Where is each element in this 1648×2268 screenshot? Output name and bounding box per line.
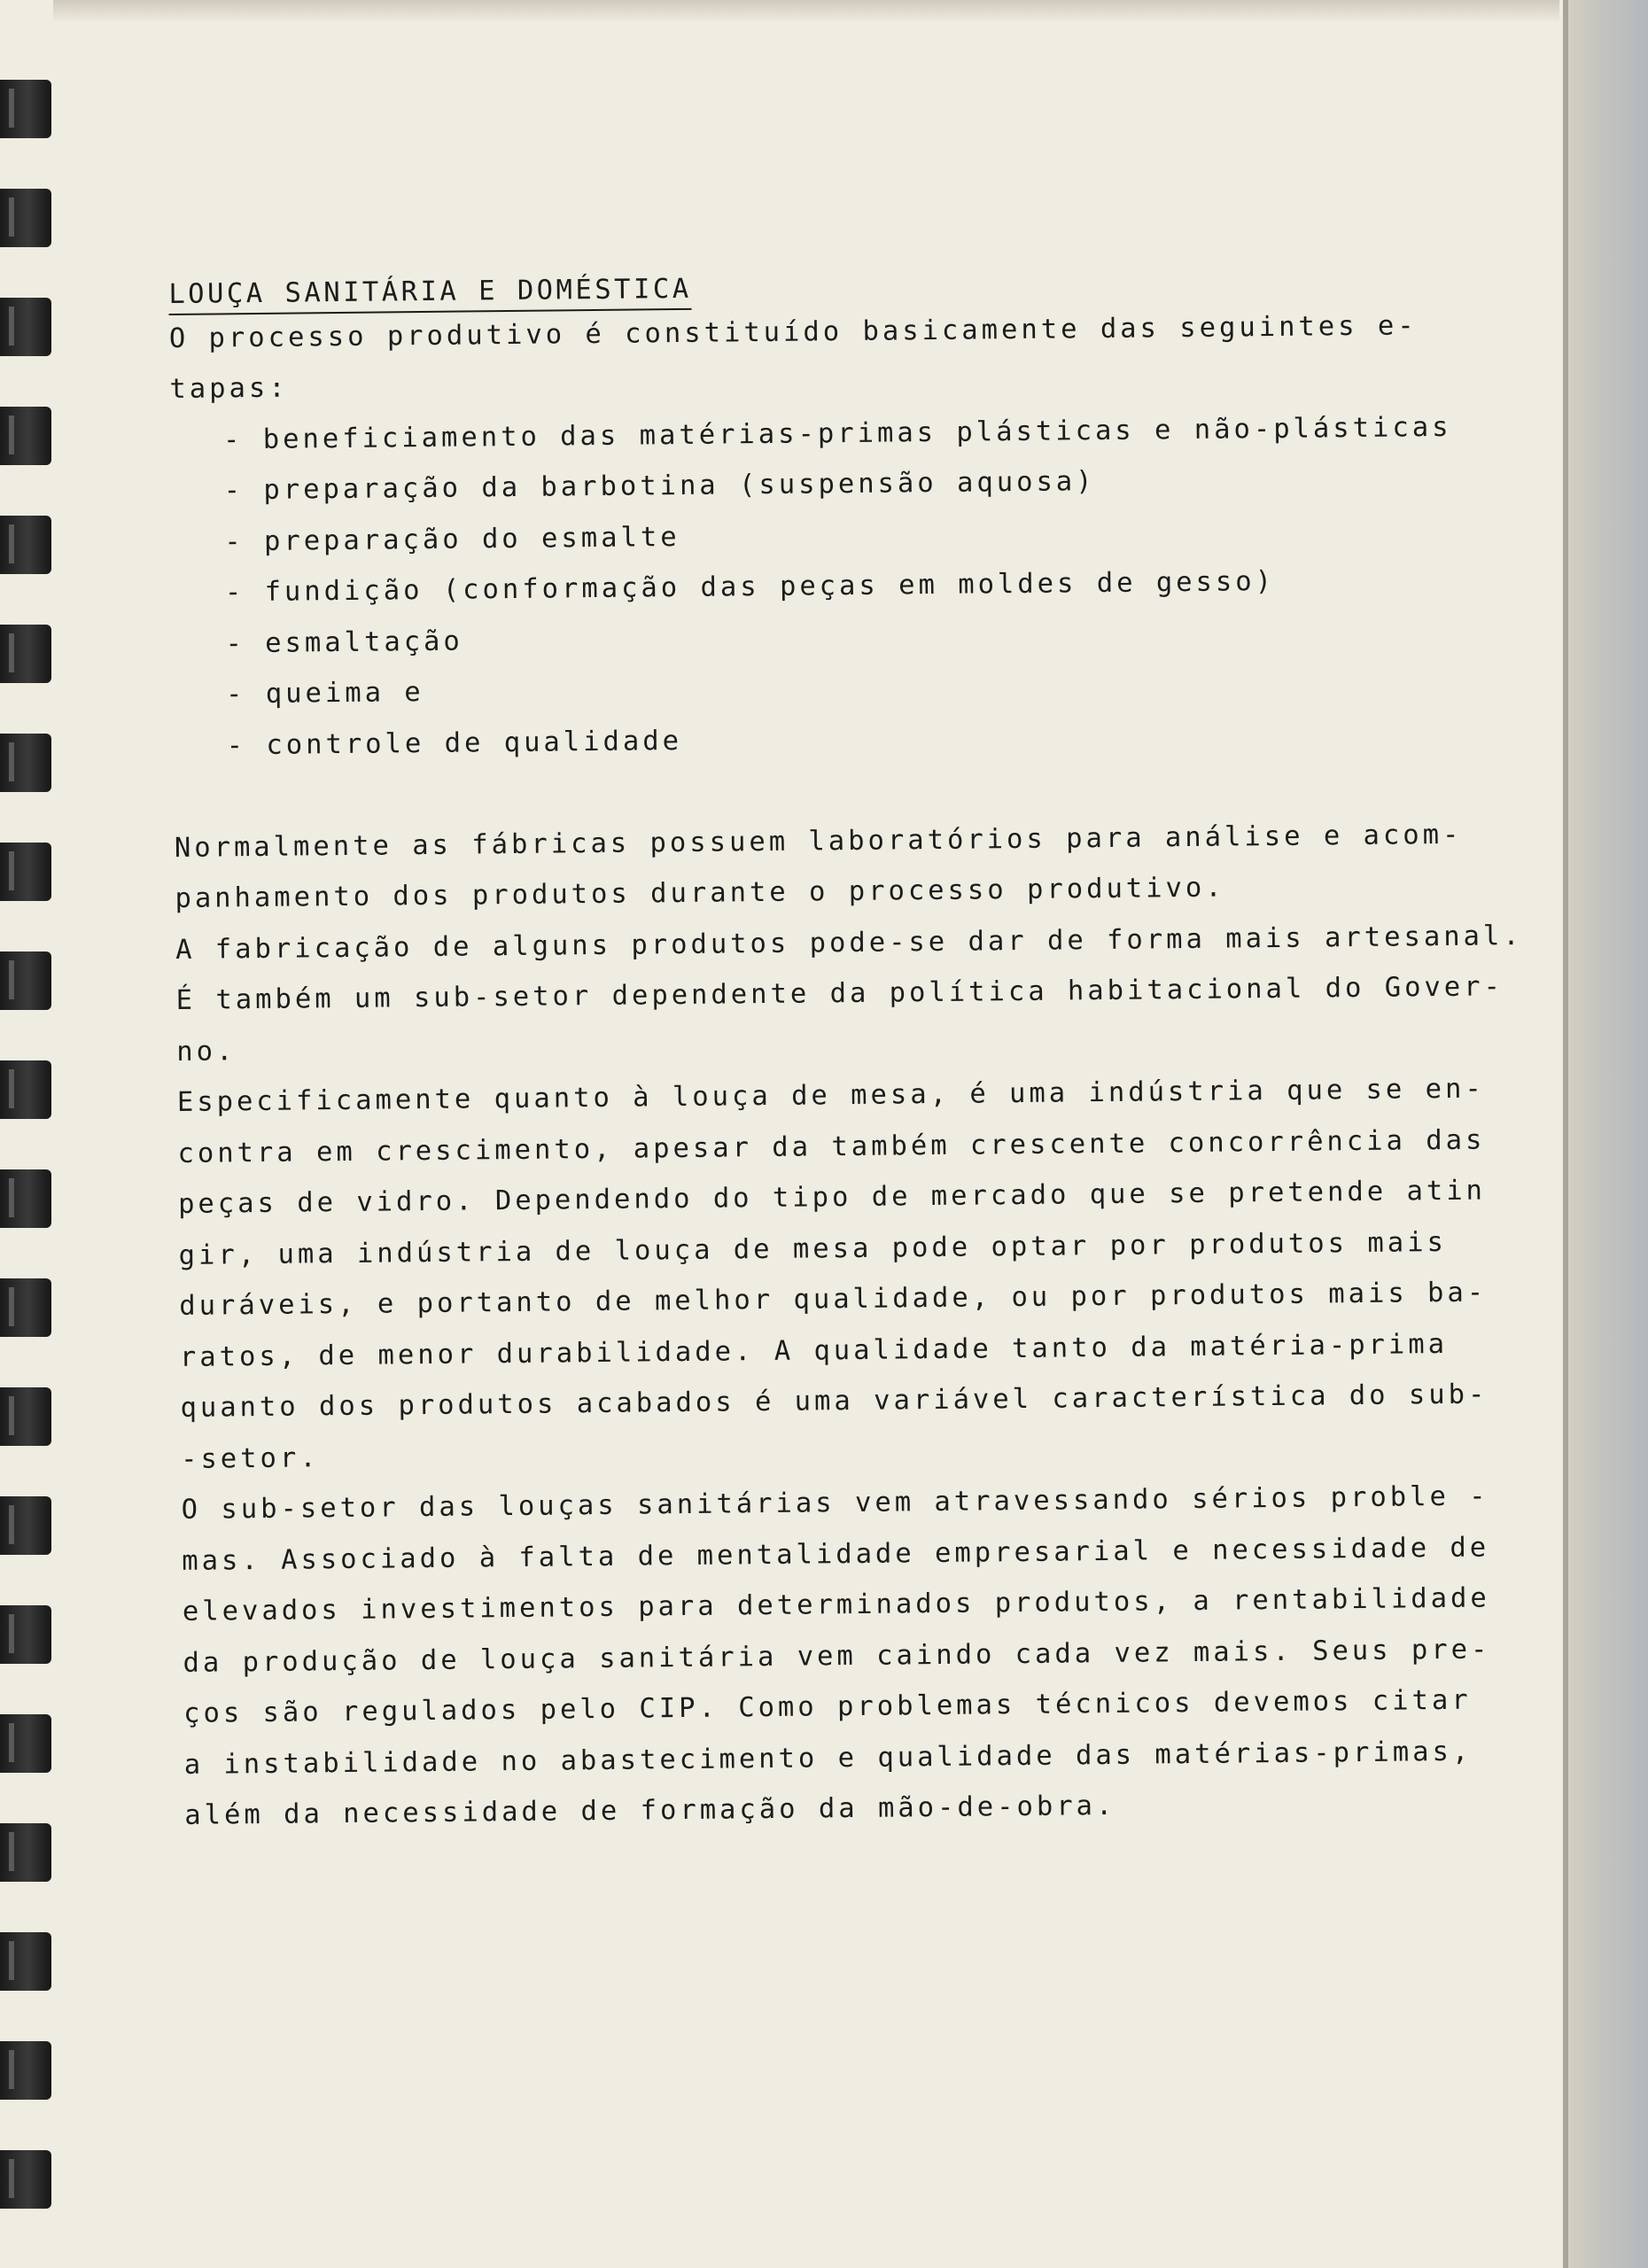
binding-ring: [0, 625, 51, 683]
binding-ring: [0, 189, 51, 247]
intro-line-2: tapas:: [169, 372, 289, 405]
document-body: [168, 252, 1523, 1831]
body-line-3: A fabricação de alguns produtos pode-se dar de forma mais artesanal.: [175, 920, 1523, 966]
body-line-9: gir, uma indústria de louça de mesa pode optar por produtos mais: [178, 1226, 1448, 1271]
binding-ring: [0, 1605, 51, 1664]
binding-ring: [0, 1060, 51, 1119]
intro-line-1: O processo produtivo é constituído basicamente das seguintes e-: [168, 310, 1418, 354]
binding-ring: [0, 1278, 51, 1337]
binding-ring: [0, 1387, 51, 1446]
binding-ring: [0, 843, 51, 901]
body-line-7: contra em crescimento, apesar da também crescente concorrência das: [177, 1124, 1486, 1169]
binding-ring: [0, 516, 51, 574]
body-line-16: elevados investimentos para determinados produtos, a rentabilidade: [182, 1582, 1490, 1627]
binding-ring: [0, 2041, 51, 2100]
binding-ring: [0, 1714, 51, 1773]
process-step-7: - controle de qualidade: [226, 725, 683, 762]
process-step-1: - beneficiamento das matérias-primas plásticas e não-plásticas: [222, 411, 1452, 456]
body-line-20: além da necessidade de formação da mão-de-obra.: [184, 1790, 1116, 1831]
binding-ring: [0, 80, 51, 138]
body-line-6: Especificamente quanto à louça de mesa, é uma indústria que se en-: [176, 1073, 1485, 1118]
binding-ring: [0, 1932, 51, 1991]
body-line-8: peças de vidro. Dependendo do tipo de mercado que se pretende atin: [177, 1175, 1487, 1220]
body-line-15: mas. Associado à falta de mentalidade empresarial e necessidade de: [182, 1532, 1490, 1577]
process-step-3: - preparação do esmalte: [224, 521, 680, 558]
process-step-2: - preparação da barbotina (suspensão aquosa): [223, 466, 1096, 507]
body-line-1: Normalmente as fábricas possuem laboratórios para análise e acom-: [174, 819, 1463, 864]
page-right-edge: [1563, 0, 1648, 2268]
process-step-5: - esmaltação: [225, 625, 464, 660]
body-line-18: ços são regulados pelo CIP. Como problemas técnicos devemos citar: [183, 1684, 1472, 1729]
spiral-binding: [0, 0, 57, 2268]
binding-ring: [0, 298, 51, 356]
body-line-4: É também um sub-setor dependente da política habitacional do Gover-: [175, 971, 1504, 1016]
binding-ring: [0, 734, 51, 792]
body-line-5: no.: [176, 1036, 237, 1068]
body-line-11: ratos, de menor durabilidade. A qualidade tanto da matéria-prima: [179, 1328, 1449, 1373]
binding-ring: [0, 1496, 51, 1555]
page-top-edge: [53, 0, 1559, 23]
body-line-13: -setor.: [180, 1442, 320, 1475]
binding-ring: [0, 1169, 51, 1228]
body-line-14: O sub-setor das louças sanitárias vem atravessando sérios proble -: [181, 1480, 1489, 1526]
binding-ring: [0, 951, 51, 1010]
process-step-4: - fundição (conformação das peças em moldes de gesso): [224, 565, 1276, 609]
section-title: LOUÇA SANITÁRIA E DOMÉSTICA: [168, 274, 692, 315]
body-line-19: a instabilidade no abastecimento e qualidade das matérias-primas,: [183, 1736, 1473, 1781]
process-step-6: - queima e: [225, 677, 424, 711]
body-line-12: quanto dos produtos acabados é uma variável característica do sub-: [180, 1379, 1489, 1424]
body-line-2: panhamento dos produtos durante o processo produtivo.: [175, 872, 1225, 914]
binding-ring: [0, 1823, 51, 1882]
binding-ring: [0, 2150, 51, 2209]
body-line-10: duráveis, e portanto de melhor qualidade, ou por produtos mais ba-: [179, 1277, 1488, 1322]
body-line-17: da produção de louça sanitária vem caindo cada vez mais. Seus pre-: [183, 1634, 1491, 1679]
binding-ring: [0, 407, 51, 465]
